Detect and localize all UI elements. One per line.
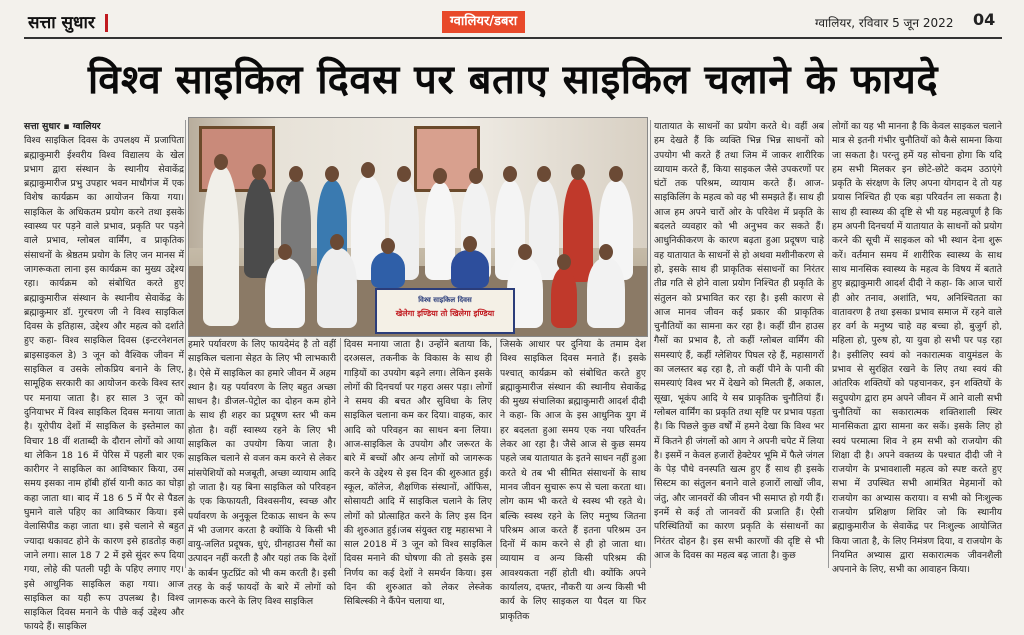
person-head [537, 166, 551, 182]
column-divider [340, 338, 341, 568]
dateline: ग्वालियर, रविवार 5 जून 2022 [815, 16, 954, 30]
byline: सत्ता सुधार ▪ ग्वालियर [24, 121, 101, 132]
article-column-6: लोगों का यह भी मानना है कि केवल साइकल चलाने मात्र से इतनी गंभीर चुनौतियों को कैसे सामना किया जा सकता है। परन्तु हमें यह सोचना होगा कि यदि हम सभी मिलकर इन छोटे-छोटे कदम उठाएंगे प्रकृति के संरक्षण के लिए अपना योगदान दे तो यह प्रयास निश्चित ही एक बड़ा परिवर्तन ला सकता है। साथ ही स्वास्थ्य की दृष्टि से भी यह महत्वपूर्ण है कि हम अपनी दिनचर्या में यातायात के साधनों को प्रयोग करने की सूची में साइकल को भी स्थान देना शुरू करें। वर्तमान समय में शारीरिक स्वास्थ्य के साथ साथ मानसिक स्वास्थ्य के महत्व के विषय में बताते हुए ब्रह्माकुमारी आदर्श दीदी ने कहा- कि आज चारों ही ओर तनाव, अशांति, भय, अनिश्चितता का वातावरण है तथा इसका प्रभाव समाज में रहने वाले हर वर्ग के मनुष्य चाहे वह बच्चा हो, बुजुर्ग हो, महिला हो, पुरुष हो, या युवा हो सभी पर पड़ रहा है। इसीलिए स्वयं को नकारात्मक वायुमंडल के प्रभाव से सुरक्षित रखने के लिए तथा स्वयं की आंतरिक शक्तियों को पहचानकर, इन शक्तियों के सदुपयोग द्वारा हम अपने जीवन में आने वाली सभी चुनौतियों का सकारात्मक शक्तिशाली स्थिर मानसिकता द्वारा सामना कर सकें। इसके लिए हो स्वयं परमात्मा शिव ने हम सभी को राजयोग की शिक्षा दी है। अपने वक्तव्य के पश्चात दीदी जी ने राजयोग के प्रभावशाली महत्व को स्पष्ट करते हुए सभा में उपस्थित सभी आमंत्रित मेहमानों को राजयोग का अभ्यास कराया। व सभी को निःशुल्क राजयोग प्रशिक्षण शिविर जो कि स्थानीय ब्रह्माकुमारीज के सेवाकेंद्र पर निःशुल्क आयोजित किया जाता है, के लिए निमंत्रण दिया, व राजयोग के नियमित अभ्यास द्वारा सकारात्मक जीवनशैली अपनाने के लिए, सभी का आवाहन किया। [832, 121, 1003, 576]
event-banner [375, 288, 515, 334]
headline: विश्व साइकिल दिवस पर बताए साइकिल चलाने के फायदे [87, 57, 939, 103]
person-head [599, 244, 613, 260]
person-head [289, 166, 303, 182]
person [587, 258, 625, 328]
column-1-text: विश्व साइकिल दिवस के उपलक्ष्य में प्रजापिता ब्रह्माकुमारी ईश्वरीय विश्व विद्यालय के खेल प्रभाग द्वारा संस्थान के स्थानीय सेवाकेंद्र ब्रह्माकुमारीज प्रभु उपहार भवन माधौगंज में एक विशेष कार्यक्रम का आयोजन किया गया। साइकिल के अधिकतम प्रयोग करने तथा इसके स्वास्थ्य पर पड़ने वाले प्रभाव, प्रकृति पर पड़ने वाले प्रभाव, ग्लोबल वार्मिंग, व प्राकृतिक संसाधनों के श्रेष्ठतम प्रयोग के लिए जन मानस में जागरूकता लाना इस कार्यक्रम का मुख्य उद्देश्य रहा। कार्यक्रम को संबोधित करते हुए ब्रह्माकुमारीज संस्थान के स्थानीय सेवाकेंद्र के ब्रह्माकुमार डॉ. गुरचरण जी ने विश्व साइकिल दिवस के इतिहास, उद्देश्य और महत्व को दर्शाते हुए कहा- विश्व साइकिल दिवस (इन्टरनेशनल ब्राइसाइकल डे) 3 जून को वैश्विक जीवन में साइकिल व उसके लोकप्रिय बनाने के लिए, सामूहिक सरकारी का आयोजन करके विश्व स्तर पर मनाया जाता है। हर साल 3 जून को दुनियाभर में विश्व साइकिल दिवस मनाया जाता है। यूरोपीय देशों में साइकिल के इस्तेमाल का विचार 18 वीं शताब्दी के दौरान लोगों को आया था लेकिन 18 16 में पेरिस में पहली बार एक कारीगर ने साइकिल का आविष्कार किया, उस समय इसका नाम हॉबी हॉर्स यानी काठ का घोड़ा कहा जाता था। बाद में 18 6 5 में पैर से पैडल घुमाने वाले पहिए का आविष्कार किया। इसे वेलासिपीड कहा जाता था। इसे चलाने से बहुत ज्यादा थकावट होने के कारण इसे हाडतोड़ कहा जाने लगा। साल 18 7 2 में इसे सुंदर रूप दिया गया, लोहे की पतली पट्टी के पहिए लगाए गए। इसे आधुनिक साइकिल कहा गया। आज साइकिल का यही रूप उपलब्ध है। विश्व साइकिल दिवस मनाने के पीछे कई उद्देश्य और फायदे हैं। साइकिल [24, 135, 184, 633]
article-column-3: दिवस मनाया जाता है। उन्होंने बताया कि, दरअसल, तकनीक के विकास के साथ ही गाड़ियों का उपयोग बढ़ने लगा। लेकिन इसके लोगों की दिनचर्या पर गहरा असर पड़ा। लोगों ने समय की बचत और सुविधा के लिए साइकिल चलाना कम कर दिया। वाहक, कार आदि को परिवहन का साधन बना लिया। आज-साइकिल के उपयोग और जरूरत के बारे में बच्चों और अन्य लोगों को जागरूक करने के उद्देश्य से इस दिन की शुरुआत हुई। स्कूल, कॉलेज, शैक्षणिक संस्थानों, ऑफिस, सोसायटी आदि में साइकिल चलाने के लिए लोगों को प्रोत्साहित करने के लिए इस दिन की शुरुआत हुई।जब संयुक्त राष्ट्र महासभा ने साल 2018 में 3 जून को विश्व साइकिल दिवस मनाने की घोषणा की तो इसके इस निर्णय का कई देशों ने समर्थन किया। इस दिन की शुरुआत को लेकर लेस्जेक सिबिल्स्की ने कैंपेन चलाया था, [344, 339, 492, 608]
masthead-separator [105, 14, 108, 32]
person-head [463, 236, 477, 252]
person [371, 252, 405, 288]
paper-name [28, 10, 108, 33]
section-tag: ग्वालियर/डबरा [442, 11, 525, 33]
person [317, 248, 357, 328]
person [265, 258, 305, 328]
person-head [469, 168, 483, 184]
person-head [325, 166, 339, 182]
person-head [214, 154, 228, 170]
banner-line-2: खेलेगा इण्डिया तो खिलेगा इण्डिया [395, 309, 495, 318]
person-head [571, 164, 585, 180]
person [451, 250, 489, 288]
article-column-2: हमारे पर्यावरण के लिए फायदेमंद है तो वहीं साइकिल चलाना सेहत के लिए भी लाभकारी है। ऐसे में साइकिल का हमारे जीवन में अहम स्थान है। यह पर्यावरण के लिए बहुत अच्छा साधन है। डीजल-पेट्रोल का दोहन कम होने के साथ ही शहर का प्रदूषण स्तर भी कम होता है। वहीं स्वास्थ्य रहने के लिए भी साइकिल का उपयोग किया जाता है। साइकिल चलाने से वजन कम करने से लेकर मांसपेशियों को मजबूती, अच्छा व्यायाम आदि हो जाता है। यह बिना साइकिल को परिवहन के एक किफायती, विश्वसनीय, स्वच्छ और पर्यावरण के अनुकूल टिकाऊ साधन के रूप में भी उजागर करता है क्योंकि ये किसी भी वायु-जलित प्रदूषक, धुएं, ग्रीनहाउस गैसों का उत्पादन नहीं करती है और यहां तक कि देशों के कार्बन फुटप्रिंट को भी कम करती है। इसी तरह के कई फायदों के बारे में लोगों को जागरूक करने के लिए विश्व साइकिल [188, 339, 336, 608]
person-head [278, 244, 292, 260]
page-number: 04 [973, 10, 996, 29]
person-head [433, 168, 447, 184]
person-head [557, 254, 571, 270]
article-column-5: यातायात के साधनों का प्रयोग करते थे। वहीं अब हम देखते हैं कि व्यक्ति भिन्न भिन्न साधनों को उपयोग भी करते हैं तथा जिम में जाकर शारीरिक व्यायाम करते हैं, किया साइकल जैसे उपकरणों पर घंटों तक परिश्रम, व्यायाम करते हैं। आज-साइकिलिंग के महत्व को वह भी समझते हैं। साथ ही आज हम अपने चारों ओर के परिवेश में प्रकृति के बदलते व्यवहार को भी अनुभव कर सकते हैं। आधुनिकीकरण के कारण बढ़ता हुआ प्रदूषण चाहे वह यातायात के साधनों से हो अथवा मशीनीकरण से हो, इसके साथ ही प्राकृतिक संसाधनों का निरंतर तीव्र गति से होने वाला प्रयोग निश्चित ही प्रकृति के संतुलन को प्रभावित कर रहा है। इसी कारण से आज मानव जीवन कई प्रकार की प्राकृतिक चुनौतियों का सामना कर रहा है। कहीं ग्रीन हाउस गैसों का प्रभाव है, तो कहीं ग्लोबल वार्मिंग की समस्याएं हैं, कहीं ग्लेशियर पिघल रहे हैं, महासागरों का जलस्तर बढ़ रहा है, तो कहीं पीने के पानी की समस्याएं विश्व भर में देखने को मिलती हैं, अकाल, सूखा, भूकंप आदि ये सब प्राकृतिक चुनौतियां हैं। ग्लोबल वार्मिंग का प्रकृति तथा सृष्टि पर प्रभाव पड़ता है। कि पिछले कुछ वर्षों में हमने देखा कि विश्व भर में कितने ही जंगलों को आग ने अपनी चपेट में लिया है। इसमें न केवल हजारों हेक्टेयर भूमि में फैले जंगल के पेड़ पौधे वनस्पति खत्म हुए हैं साथ ही इसके सिस्टम का संतुलन बनाने वाले हजारों लाखों जीव, जंतु, और जानवरों की जीवन भी समाप्त हो गयी हैं। इनमें से कई तो जानवरों की प्रजाति हैं। ऐसी परिस्थितियों का कारण प्रकृति के संसाधनों का निरंतर दोहन है। इस सभी कारणों की दृष्टि से भी आज के दिवस का महत्व बढ़ जाता है। कुछ [654, 121, 824, 561]
article-column-1 [24, 120, 184, 633]
column-divider [828, 120, 829, 568]
person-head [252, 164, 266, 180]
person [551, 268, 577, 328]
column-divider [496, 338, 497, 568]
photo-frame-center [414, 126, 480, 192]
person-head [609, 166, 623, 182]
paper-name-text: सत्ता सुधार [28, 13, 95, 33]
column-divider [650, 120, 651, 568]
person-head [397, 166, 411, 182]
person-head [503, 166, 517, 182]
column-divider [185, 120, 186, 568]
person [203, 166, 239, 326]
masthead [0, 0, 1024, 40]
masthead-rule [24, 37, 1002, 39]
person-head [518, 244, 532, 260]
article-column-4: जिसके आधार पर दुनिया के तमाम देश विश्व साइकिल दिवस मनाते हैं। इसके पश्चात् कार्यक्रम को संबोधित करते हुए ब्रह्माकुमारीज संस्थान की स्थानीय सेवाकेंद्र की मुख्य संचालिका ब्रह्माकुमारी आदर्श दीदी ने कहा- कि आज के इस आधुनिक युग में हर बदलता हुआ समय एक नया परिवर्तन लेकर आ रहा है। जैसे आज से कुछ समय पहले जब यातायात के इतने साधन नहीं हुआ करते थे तब भी सीमित संसाधनों के साथ मानव जीवन सुचारू रूप से चला करता था। लोग काम भी करते थे स्वस्थ भी रहते थे। बल्कि स्वस्थ रहने के लिए मनुष्य जितना परिश्रम आज करते हैं इतना परिश्रम उन दिनों में काम करने से ही हो जाता था। व्यायाम व अन्य किसी परिश्रम की आवश्यकता नहीं होती थी। क्योंकि अपने कार्यालय, दफ्तर, नौकरी या अन्य किसी भी कार्य के लिए साइकल या पैदल या फिर प्राकृतिक [500, 339, 646, 622]
person-head [330, 234, 344, 250]
person-head [361, 162, 375, 178]
person-head [381, 238, 395, 254]
person [244, 178, 274, 278]
event-photo [188, 117, 648, 337]
banner-line-1: विश्व साइकिल दिवस [418, 296, 472, 304]
